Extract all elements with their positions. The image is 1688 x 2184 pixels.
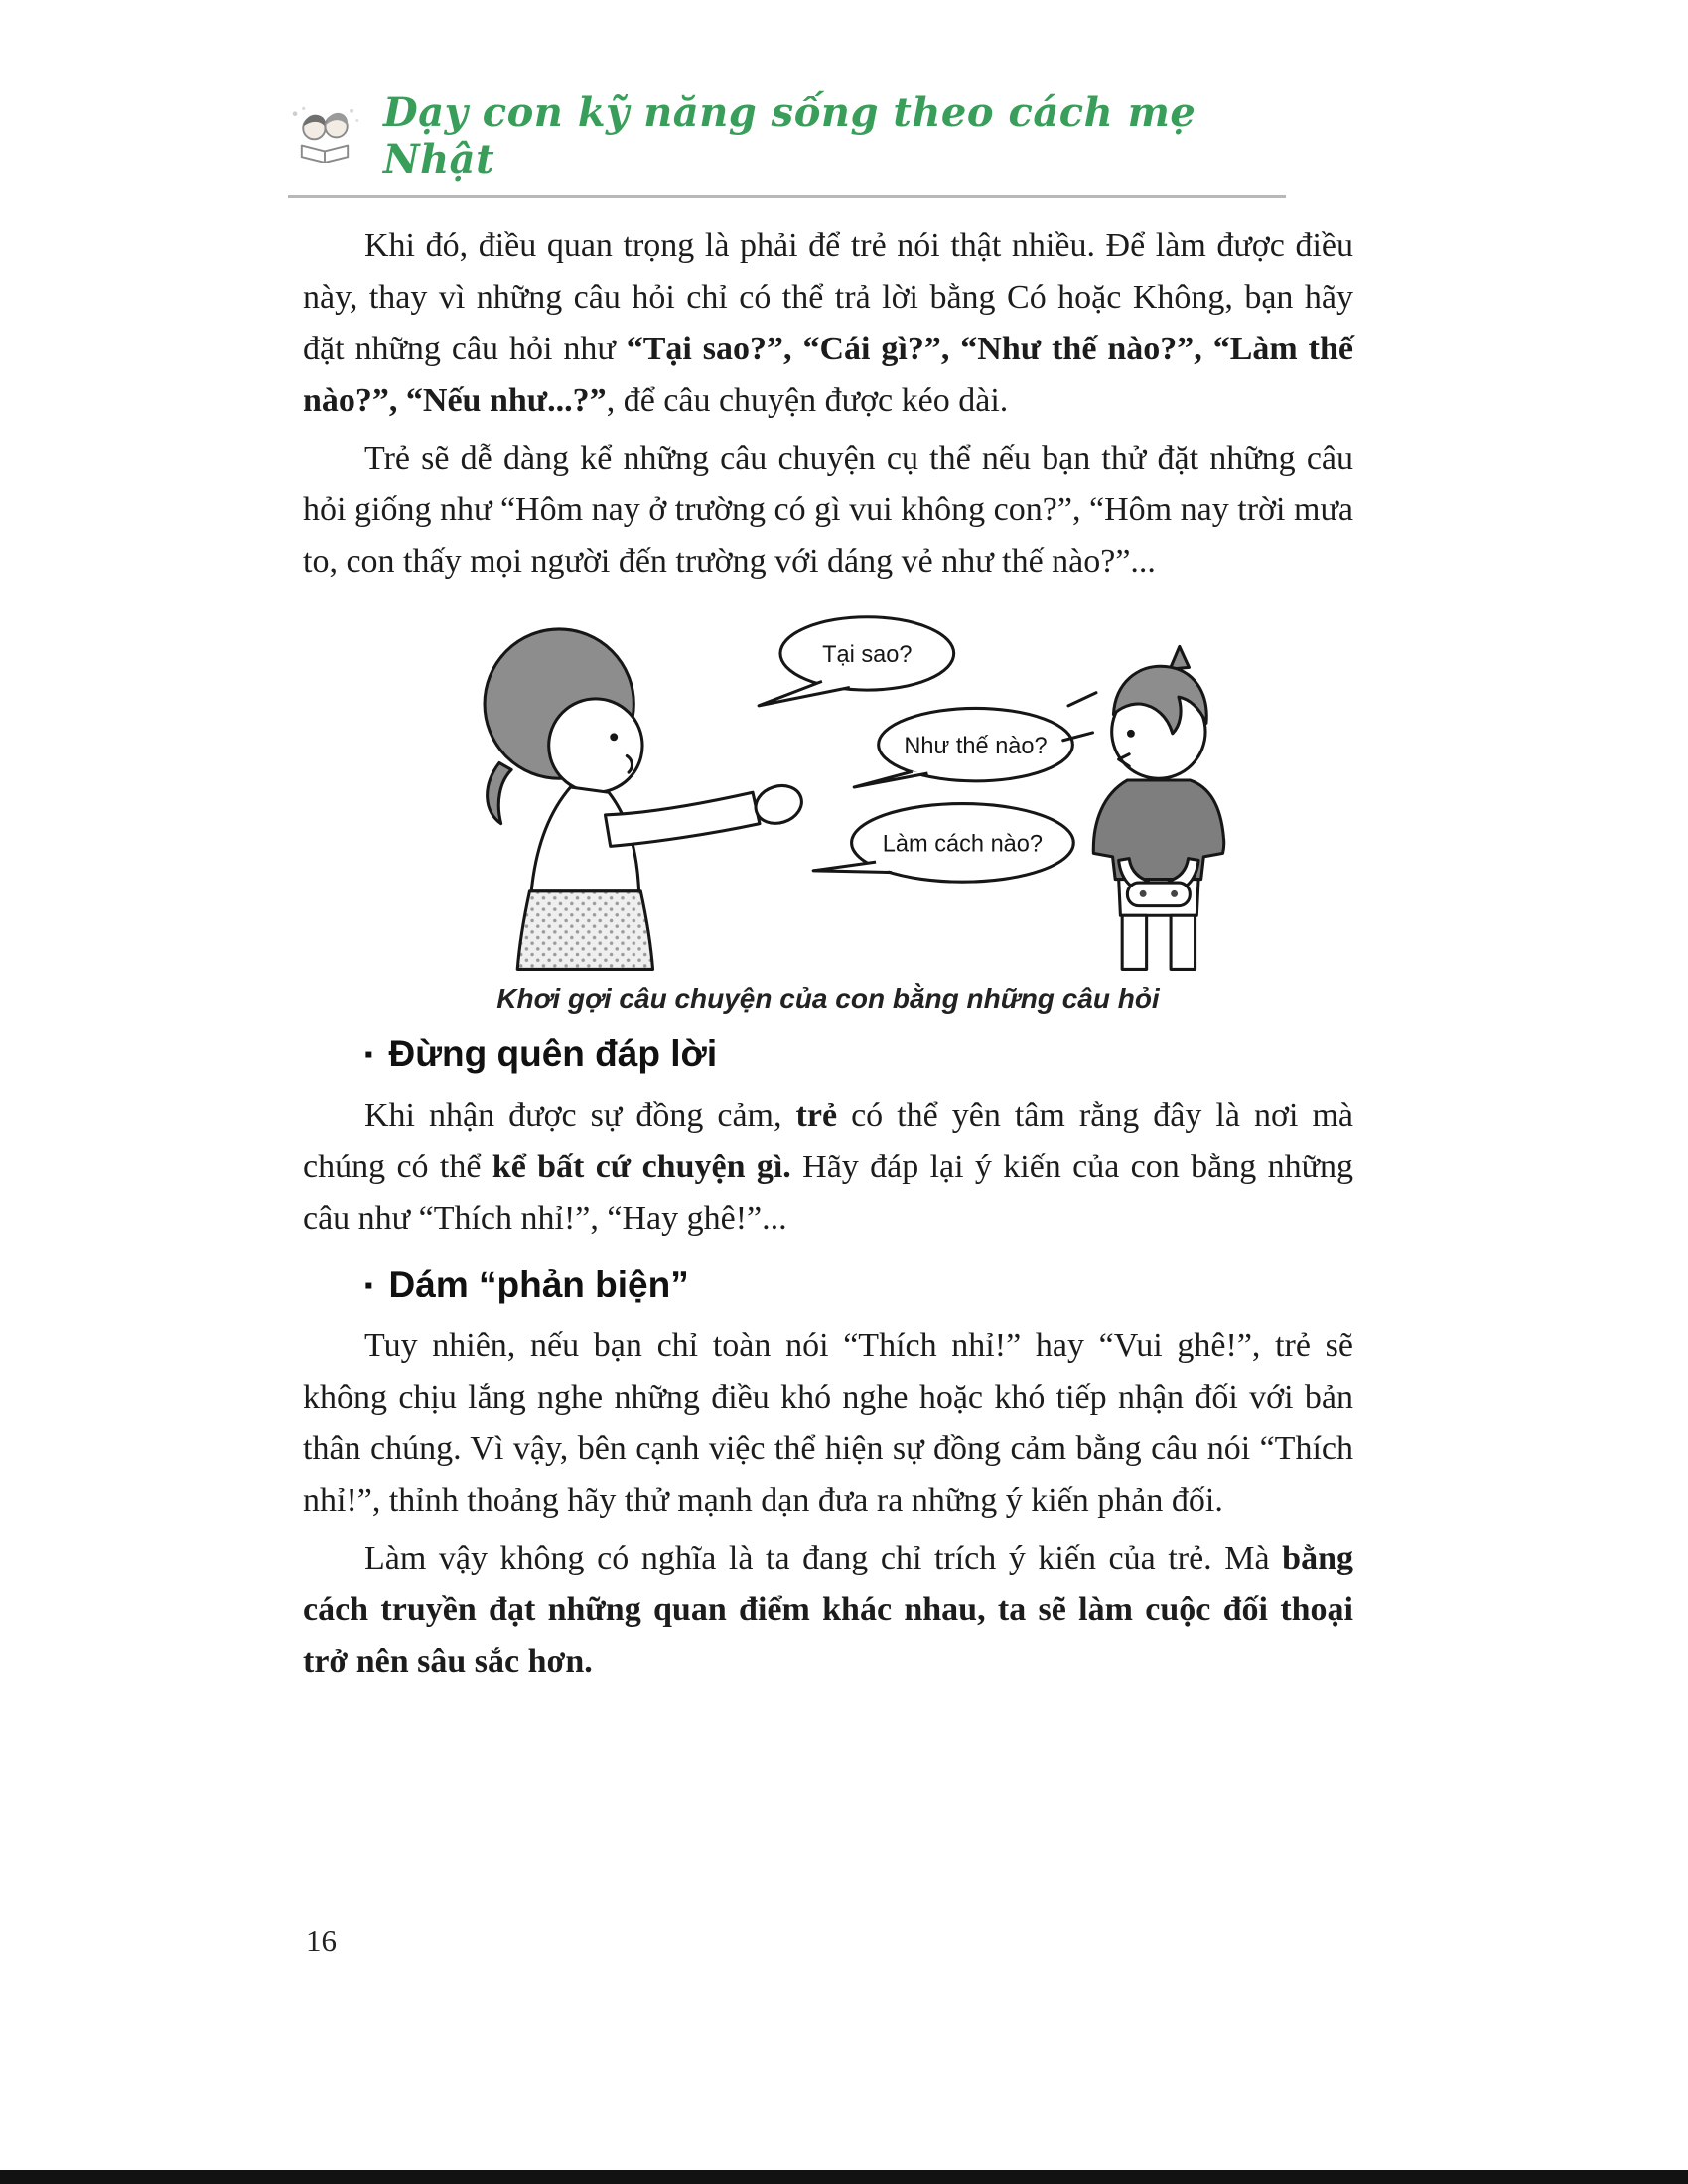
mother-face xyxy=(549,699,642,792)
bold-text-run: bằng cách truyền đạt những quan điểm khác nhau, ta sẽ làm cuộc đối thoại trở nên sâu sắc hơn. xyxy=(303,1539,1353,1680)
child-shirt xyxy=(1093,780,1223,880)
illustration-figure xyxy=(303,602,1353,1015)
child-figure xyxy=(1063,646,1224,969)
mother-arm xyxy=(605,792,760,846)
game-controller xyxy=(1127,883,1190,906)
section-heading-1 xyxy=(364,1032,1353,1076)
controller-button-left xyxy=(1140,890,1147,897)
text-run: Tuy nhiên, nếu bạn chỉ toàn nói “Thích nhỉ!” hay “Vui ghê!”, trẻ sẽ không chịu lắng nghe những điều khó nghe hoặc khó tiếp nhận đối với bản thân chúng. Vì vậy, bên cạnh việc thể hiện sự đồng cảm bằng câu nói “Thích nhỉ!”, thỉnh thoảng hãy thử mạnh dạn đưa ra những ý kiến phản đối. xyxy=(303,1326,1353,1519)
page-content xyxy=(303,220,1353,1694)
children-reading-icon xyxy=(288,105,361,168)
speech-bubble-1 xyxy=(759,617,954,706)
child-hair-tuft xyxy=(1170,646,1189,669)
child-leg-right xyxy=(1171,915,1195,969)
mother-figure xyxy=(485,629,806,969)
paragraph-1 xyxy=(303,220,1353,427)
square-bullet-icon: ▪ xyxy=(364,1271,373,1298)
mother-skirt xyxy=(517,891,652,970)
text-run: , để câu chuyện được kéo dài. xyxy=(606,382,1009,419)
mother-eye xyxy=(610,733,618,741)
child-eye xyxy=(1127,730,1135,738)
bubble-text-2: Như thế nào? xyxy=(904,732,1048,758)
bold-text-run: “Tại sao?”, “Cái gì?”, “Như thế nào?”, “Làm thế nào?”, “Nếu như...?” xyxy=(303,331,1353,419)
section-title-1: Đừng quên đáp lời xyxy=(388,1032,718,1074)
bold-text-run: trẻ xyxy=(795,1096,838,1134)
bubble-text-1: Tại sao? xyxy=(822,641,913,668)
page-number: 16 xyxy=(306,1923,337,1958)
text-run: Khi nhận được sự đồng cảm, xyxy=(364,1096,796,1134)
text-run: Làm vậy không có nghĩa là ta đang chỉ trích ý kiến của trẻ. Mà xyxy=(364,1539,1283,1576)
speech-bubble-2 xyxy=(854,708,1072,787)
bold-text-run: kể bất cứ chuyện gì. xyxy=(492,1148,791,1185)
figure-caption: Khơi gợi câu chuyện của con bằng những câu hỏi xyxy=(496,982,1160,1014)
text-run: Trẻ sẽ dễ dàng kể những câu chuyện cụ thể nếu bạn thử đặt những câu hỏi giống như “Hôm nay ở trường có gì vui không con?”, “Hôm nay trời mưa to, con thấy mọi người đến trường với dáng vẻ như thế nào?”... xyxy=(303,440,1353,580)
square-bullet-icon: ▪ xyxy=(364,1040,373,1068)
child-leg-left xyxy=(1122,915,1146,969)
illustration-svg xyxy=(416,602,1240,975)
text-run: Hãy đáp lại ý kiến của con bằng những câu như “Thích nhỉ!”, “Hay ghê!”... xyxy=(303,1148,1354,1237)
speech-bubble-3 xyxy=(813,804,1073,883)
mother-hair-flip xyxy=(488,762,511,823)
page-header xyxy=(288,89,1286,198)
paragraph-2 xyxy=(303,433,1353,588)
text-run: Khi đó, điều quan trọng là phải để trẻ nói thật nhiều. Để làm được điều này, thay vì những câu hỏi chỉ có thể trả lời bằng Có hoặc Không, bạn hãy đặt những câu hỏi như xyxy=(303,227,1353,367)
scan-edge xyxy=(0,2170,1688,2184)
controller-button-right xyxy=(1171,890,1178,897)
section-title-2: Dám “phản biện” xyxy=(388,1263,689,1304)
paragraph-5 xyxy=(303,1533,1353,1688)
paragraph-3 xyxy=(303,1090,1353,1245)
section-heading-2 xyxy=(364,1263,1353,1306)
speech-bubbles xyxy=(759,617,1073,882)
bubble-text-3: Làm cách nào? xyxy=(882,830,1044,857)
text-run: có thể yên tâm rằng đây là nơi mà chúng có thể xyxy=(303,1096,1353,1185)
book-title: Dạy con kỹ năng sống theo cách mẹ Nhật xyxy=(383,89,1196,183)
paragraph-4 xyxy=(303,1320,1353,1527)
